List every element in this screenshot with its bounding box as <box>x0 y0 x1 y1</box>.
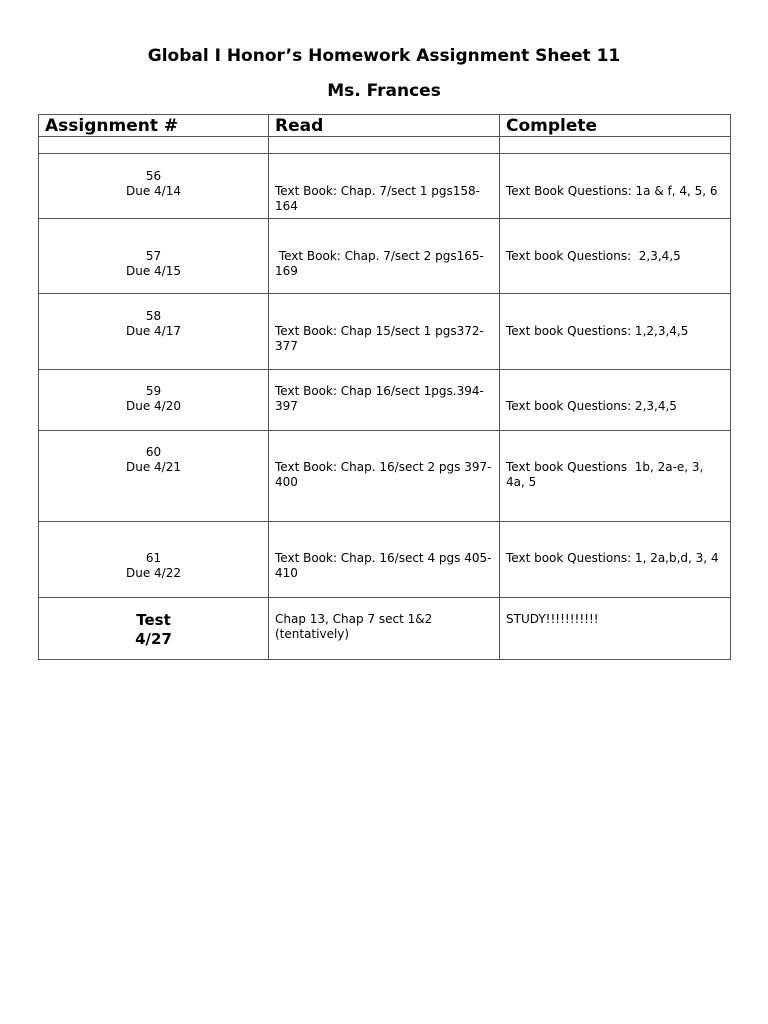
complete-cell: Text Book Questions: 1a & f, 4, 5, 6 <box>500 154 731 219</box>
due-date: Due 4/22 <box>126 566 181 580</box>
test-cell <box>39 598 269 660</box>
table-row <box>39 370 731 431</box>
complete-cell: STUDY!!!!!!!!!!! <box>500 598 731 660</box>
empty-cell <box>269 137 500 154</box>
due-date: Due 4/17 <box>126 324 181 338</box>
assignment-table <box>38 114 731 660</box>
empty-cell <box>39 137 269 154</box>
due-date: Due 4/14 <box>126 184 181 198</box>
complete-cell: Text book Questions 1b, 2a-e, 3, 4a, 5 <box>500 431 731 522</box>
read-cell: Text Book: Chap 15/sect 1 pgs372- 377 <box>269 294 500 370</box>
teacher-name: Ms. Frances <box>327 81 441 101</box>
test-date: 4/27 <box>135 630 172 648</box>
table-header-row <box>39 115 731 137</box>
empty-row <box>39 137 731 154</box>
read-cell: Text Book: Chap. 16/sect 2 pgs 397-400 <box>269 431 500 522</box>
table-row <box>39 219 731 294</box>
assignment-number: 61 <box>145 551 162 565</box>
complete-cell: Text book Questions: 2,3,4,5 <box>500 370 731 431</box>
header-complete: Complete <box>500 115 731 137</box>
test-row <box>39 598 731 660</box>
header-read: Read <box>269 115 500 137</box>
assignment-cell <box>39 522 269 598</box>
assignment-number: 60 <box>145 445 162 459</box>
assignment-cell <box>39 154 269 219</box>
assignment-number: 59 <box>145 384 162 398</box>
assignment-cell <box>39 370 269 431</box>
due-date: Due 4/15 <box>126 264 181 278</box>
table-row <box>39 522 731 598</box>
read-cell: Text Book: Chap 16/sect 1pgs.394- 397 <box>269 370 500 431</box>
read-cell: Text Book: Chap. 7/sect 2 pgs165-169 <box>269 219 500 294</box>
assignment-cell <box>39 219 269 294</box>
due-date: Due 4/20 <box>126 399 181 413</box>
complete-cell: Text book Questions: 1,2,3,4,5 <box>500 294 731 370</box>
complete-cell: Text book Questions: 1, 2a,b,d, 3, 4 <box>500 522 731 598</box>
assignment-number: 57 <box>145 249 162 263</box>
complete-cell: Text book Questions: 2,3,4,5 <box>500 219 731 294</box>
read-cell: Chap 13, Chap 7 sect 1&2 (tentatively) <box>269 598 500 660</box>
read-cell: Text Book: Chap. 16/sect 4 pgs 405-410 <box>269 522 500 598</box>
assignment-number: 58 <box>145 309 162 323</box>
test-label: Test <box>136 611 171 629</box>
empty-cell <box>500 137 731 154</box>
assignment-cell <box>39 431 269 522</box>
document-title: Global I Honor’s Homework Assignment Sheet 11 <box>147 46 621 66</box>
assignment-number: 56 <box>145 169 162 183</box>
due-date: Due 4/21 <box>126 460 181 474</box>
table-row <box>39 431 731 522</box>
table-row <box>39 294 731 370</box>
header-assignment: Assignment # <box>39 115 269 137</box>
assignment-cell <box>39 294 269 370</box>
read-cell: Text Book: Chap. 7/sect 1 pgs158-164 <box>269 154 500 219</box>
table-row <box>39 154 731 219</box>
